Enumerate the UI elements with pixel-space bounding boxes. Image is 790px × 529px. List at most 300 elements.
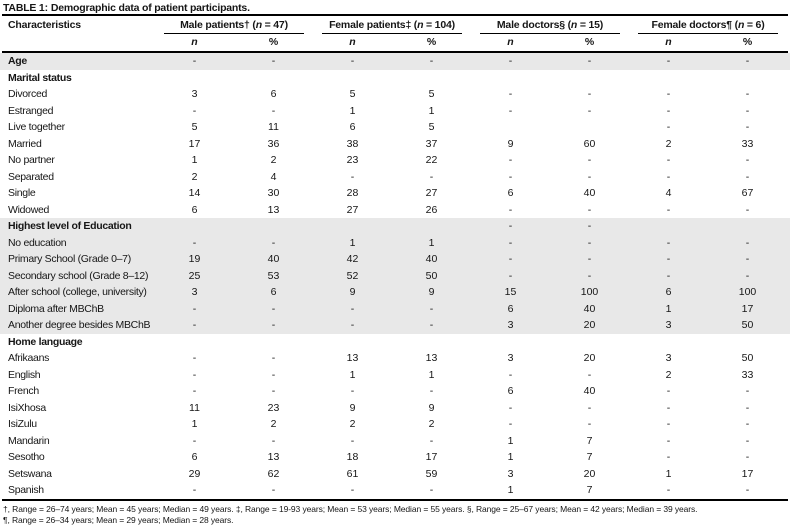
row-label: Age [8, 55, 27, 67]
cell-value [155, 70, 234, 87]
group-header-female-patients-label [322, 16, 462, 34]
cell-value: 3 [191, 286, 198, 298]
cell-value: - [587, 368, 592, 381]
cell-value: 1 [349, 104, 356, 117]
cell-value: - [271, 236, 276, 249]
cell-value: 13 [425, 352, 438, 364]
cell-value [234, 334, 313, 351]
cell-value [392, 334, 471, 351]
cell-value: 5 [428, 88, 435, 100]
cell-value: 6 [507, 302, 514, 315]
table-row [0, 119, 790, 136]
cell-value: - [745, 121, 750, 133]
row-label: Married [8, 137, 42, 150]
cell-value: 9 [507, 137, 514, 150]
cell-value: 27 [425, 187, 438, 199]
cell-value: - [350, 302, 355, 315]
cell-value: - [192, 104, 197, 117]
cell-value: 40 [267, 253, 280, 265]
row-label: Setswana [8, 467, 52, 480]
cell-value: 3 [191, 88, 198, 100]
cell-value: 50 [741, 319, 754, 331]
table-row [0, 152, 790, 169]
cell-value: 5 [428, 121, 435, 133]
cell-value [550, 334, 629, 351]
cell-value: 1 [507, 484, 514, 496]
cell-value: 40 [425, 253, 438, 265]
table-row [0, 202, 790, 219]
cell-value: 6 [270, 286, 277, 298]
row-label: IsiZulu [8, 418, 37, 430]
cell-value: 3 [665, 352, 672, 364]
cell-value: - [271, 55, 276, 67]
cell-value: 67 [741, 187, 754, 199]
row-label: French [8, 385, 39, 397]
cell-value: - [745, 253, 750, 265]
group-suffix: = 15) [577, 19, 604, 31]
cell-value: 2 [349, 418, 356, 430]
cell-value: 1 [507, 451, 514, 463]
row-label: Home language [8, 335, 83, 348]
cell-value: 13 [267, 203, 280, 216]
cell-value: 100 [580, 286, 599, 298]
cell-value: 20 [583, 467, 596, 480]
cell-value: 52 [346, 269, 359, 282]
table-row [0, 268, 790, 285]
cell-value: 17 [425, 451, 438, 463]
cell-value: - [429, 302, 434, 315]
cell-value: 6 [507, 187, 514, 199]
cell-value: 26 [425, 203, 438, 216]
cell-value: 1 [191, 154, 198, 166]
cell-value: 2 [270, 418, 277, 430]
subheader-pct: % [426, 36, 437, 48]
cell-value: - [587, 88, 592, 100]
table-title [0, 0, 790, 14]
table-row [0, 103, 790, 120]
cell-value: - [350, 319, 355, 331]
cell-value: 1 [349, 236, 356, 249]
cell-value: - [271, 434, 276, 447]
group-prefix: Female doctors¶ ( [651, 19, 738, 31]
cell-value: - [271, 302, 276, 315]
cell-value: - [271, 104, 276, 117]
cell-value [550, 70, 629, 87]
cell-value: - [429, 434, 434, 447]
cell-value: - [666, 484, 671, 496]
cell-value: 6 [191, 203, 198, 216]
row-label: No partner [8, 154, 55, 166]
cell-value: - [508, 154, 513, 166]
row-label: Highest level of Education [8, 220, 132, 232]
cell-value: - [508, 269, 513, 282]
cell-value: - [350, 484, 355, 496]
subheader-pct: % [584, 36, 595, 48]
group-suffix: = 104) [423, 19, 455, 31]
cell-value [629, 218, 708, 235]
cell-value: - [350, 385, 355, 397]
cell-value: - [745, 401, 750, 414]
cell-value: 1 [665, 302, 672, 315]
cell-value: 5 [191, 121, 198, 133]
subheader-n: n [191, 36, 198, 48]
section-header-row [0, 70, 790, 87]
group-header-male-doctors-label [480, 16, 620, 34]
cell-value: - [666, 55, 671, 67]
cell-value: - [192, 319, 197, 331]
cell-value [629, 70, 708, 87]
row-label: Primary School (Grade 0–7) [8, 253, 131, 265]
table-number: TABLE 1: [3, 2, 48, 14]
row-label: Single [8, 187, 36, 199]
cell-value: - [508, 368, 513, 381]
cell-value: - [666, 401, 671, 414]
cell-value: 33 [741, 137, 754, 150]
cell-value: - [429, 319, 434, 331]
cell-value: 27 [346, 203, 359, 216]
row-label: Mandarin [8, 434, 50, 447]
cell-value: 59 [425, 467, 438, 480]
row-label: Separated [8, 170, 54, 183]
cell-value: - [745, 154, 750, 166]
cell-value: 3 [507, 319, 514, 331]
cell-value: - [429, 55, 434, 67]
cell-value: 37 [425, 137, 438, 150]
cell-value: 1 [428, 368, 435, 381]
group-suffix: = 47) [261, 19, 288, 31]
cell-value: 1 [507, 434, 514, 447]
cell-value: 40 [583, 302, 596, 315]
cell-value [234, 70, 313, 87]
cell-value: 20 [583, 352, 596, 364]
group-prefix: Female patients‡ ( [329, 19, 418, 31]
cell-value: 53 [267, 269, 280, 282]
cell-value: - [745, 203, 750, 216]
cell-value: - [192, 55, 197, 67]
cell-value: 7 [586, 484, 593, 496]
cell-value: - [745, 88, 750, 100]
row-label: After school (college, university) [8, 286, 147, 298]
cell-value: 9 [349, 286, 356, 298]
cell-value: 15 [504, 286, 517, 298]
cell-value: - [350, 170, 355, 183]
group-header-female-patients [313, 16, 471, 34]
cell-value: - [271, 319, 276, 331]
cell-value: - [192, 302, 197, 315]
cell-value [313, 70, 392, 87]
empty-header-cell [3, 35, 155, 51]
table-row [0, 400, 790, 417]
cell-value: 3 [507, 352, 514, 364]
table-row [0, 416, 790, 433]
cell-value: - [508, 203, 513, 216]
cell-value: 38 [346, 137, 359, 150]
cell-value [708, 218, 787, 235]
table-row [0, 301, 790, 318]
header-group-row [0, 16, 790, 35]
cell-value: - [587, 418, 592, 430]
cell-value: 13 [267, 451, 280, 463]
table-row [0, 367, 790, 384]
row-label: Marital status [8, 71, 72, 84]
cell-value: 2 [428, 418, 435, 430]
cell-value: - [666, 434, 671, 447]
cell-value: - [271, 484, 276, 496]
cell-value: 2 [665, 368, 672, 381]
cell-value: - [587, 104, 592, 117]
table-row [0, 169, 790, 186]
cell-value [155, 218, 234, 235]
cell-value: - [745, 484, 750, 496]
cell-value: - [587, 220, 592, 232]
table-row [0, 284, 790, 301]
row-label: Estranged [8, 104, 54, 117]
cell-value: 23 [346, 154, 359, 166]
cell-value [392, 218, 471, 235]
table-row [0, 136, 790, 153]
cell-value [471, 70, 550, 87]
cell-value: 2 [191, 170, 198, 183]
cell-value: - [666, 121, 671, 133]
cell-value: 2 [270, 154, 277, 166]
section-header-row [0, 218, 790, 235]
row-label: Another degree besides MBChB [8, 319, 151, 331]
cell-value: 3 [665, 319, 672, 331]
cell-value: - [192, 352, 197, 364]
cell-value: 61 [346, 467, 359, 480]
footnote-line-1: †, Range = 26–74 years; Mean = 45 years; Median = 49 years. ‡, Range = 19-93 years; Mean = 53 years; Median = 55 years. §, Range = 25–67 years; Mean = 42 years; Median = 39 years. [3, 504, 698, 514]
cell-value: 3 [507, 467, 514, 480]
cell-value: 9 [428, 286, 435, 298]
group-prefix: Male doctors§ ( [496, 19, 571, 31]
cell-value: - [666, 154, 671, 166]
table-row [0, 383, 790, 400]
subheader-n: n [507, 36, 514, 48]
section-header-row [0, 53, 790, 70]
table-row [0, 466, 790, 483]
cell-value: 20 [583, 319, 596, 331]
group-suffix: = 6) [744, 19, 765, 31]
cell-value: - [587, 269, 592, 282]
cell-value: 6 [270, 88, 277, 100]
cell-value: - [666, 170, 671, 183]
cell-value: 17 [741, 467, 754, 480]
cell-value: - [745, 236, 750, 249]
table-row [0, 449, 790, 466]
cell-value: - [271, 352, 276, 364]
characteristics-header: Characteristics [8, 19, 81, 31]
group-header-female-doctors [629, 16, 787, 34]
table-row [0, 86, 790, 103]
cell-value: - [508, 401, 513, 414]
cell-value: - [745, 434, 750, 447]
cell-value [313, 334, 392, 351]
cell-value [471, 334, 550, 351]
cell-value: 17 [741, 302, 754, 315]
cell-value: 25 [188, 269, 201, 282]
group-header-male-doctors [471, 16, 629, 34]
cell-value: 40 [583, 385, 596, 397]
row-label: Diploma after MBChB [8, 302, 104, 315]
row-label: Secondary school (Grade 8–12) [8, 269, 149, 282]
n-variable: n [417, 19, 424, 31]
cell-value: 5 [349, 88, 356, 100]
cell-value: - [587, 253, 592, 265]
cell-value: 7 [586, 434, 593, 447]
n-variable: n [570, 19, 578, 31]
cell-value: 7 [586, 451, 593, 463]
cell-value [708, 334, 787, 351]
cell-value: - [587, 236, 592, 249]
cell-value: 50 [425, 269, 438, 282]
table-footnotes [0, 501, 790, 525]
cell-value: - [745, 170, 750, 183]
cell-value: 9 [428, 401, 435, 414]
group-header-male-patients-label [164, 16, 304, 34]
row-label: Widowed [8, 203, 50, 216]
cell-value: 28 [346, 187, 359, 199]
cell-value: - [508, 104, 513, 117]
cell-value: - [429, 385, 434, 397]
subheader-n: n [349, 36, 356, 48]
cell-value: - [666, 269, 671, 282]
subheader-n: n [665, 36, 672, 48]
table-row [0, 482, 790, 499]
cell-value: 14 [188, 187, 201, 199]
cell-value [313, 218, 392, 235]
cell-value: 6 [191, 451, 198, 463]
group-prefix: Male patients† ( [180, 19, 256, 31]
row-label: Divorced [8, 88, 48, 100]
cell-value: - [508, 55, 513, 67]
cell-value: 17 [188, 137, 201, 150]
cell-value: - [271, 385, 276, 397]
cell-value: 60 [583, 137, 596, 150]
cell-value: - [745, 385, 750, 397]
cell-value: - [587, 154, 592, 166]
row-label: Afrikaans [8, 352, 50, 364]
table-row [0, 433, 790, 450]
cell-value: 1 [428, 236, 435, 249]
cell-value: - [271, 368, 276, 381]
cell-value: - [666, 385, 671, 397]
cell-value: - [192, 385, 197, 397]
cell-value: - [745, 104, 750, 117]
cell-value: - [666, 236, 671, 249]
table-row [0, 350, 790, 367]
cell-value: 13 [346, 352, 359, 364]
cell-value: - [666, 203, 671, 216]
group-header-female-doctors-label [638, 16, 778, 34]
cell-value: - [192, 236, 197, 249]
cell-value: - [508, 170, 513, 183]
n-variable: n [255, 19, 262, 31]
cell-value: - [508, 88, 513, 100]
cell-value: - [666, 253, 671, 265]
cell-value [708, 70, 787, 87]
cell-value: 40 [583, 187, 596, 199]
cell-value: 33 [741, 368, 754, 381]
cell-value: - [508, 220, 513, 232]
cell-value: - [429, 170, 434, 183]
table-caption: Demographic data of patient participants. [50, 2, 250, 14]
cell-value [155, 334, 234, 351]
cell-value: - [192, 484, 197, 496]
cell-value: 4 [270, 170, 277, 183]
cell-value: 1 [665, 467, 672, 480]
table-body [0, 53, 790, 499]
cell-value: - [745, 451, 750, 463]
cell-value: - [666, 418, 671, 430]
table-row [0, 235, 790, 252]
cell-value: - [508, 253, 513, 265]
cell-value: 2 [665, 137, 672, 150]
table-row [0, 317, 790, 334]
cell-value: - [587, 55, 592, 67]
row-label: IsiXhosa [8, 401, 46, 414]
cell-value: 50 [741, 352, 754, 364]
row-label: English [8, 368, 41, 381]
cell-value: 62 [267, 467, 280, 480]
cell-value: - [666, 104, 671, 117]
header-sub-row [0, 35, 790, 51]
cell-value [392, 70, 471, 87]
row-label: Sesotho [8, 451, 45, 463]
cell-value: 6 [665, 286, 672, 298]
cell-value: - [666, 451, 671, 463]
cell-value: - [666, 88, 671, 100]
cell-value: 11 [268, 121, 279, 133]
cell-value: 29 [188, 467, 201, 480]
cell-value: - [745, 269, 750, 282]
cell-value: 4 [665, 187, 672, 199]
cell-value: 42 [346, 253, 359, 265]
cell-value [471, 119, 550, 136]
cell-value [234, 218, 313, 235]
cell-value: 18 [346, 451, 359, 463]
cell-value: 6 [349, 121, 356, 133]
cell-value: - [587, 401, 592, 414]
group-header-male-patients [155, 16, 313, 34]
cell-value: 30 [267, 187, 280, 199]
subheader-pct: % [742, 36, 753, 48]
n-variable: n [737, 19, 745, 31]
cell-value: - [350, 434, 355, 447]
cell-value: - [745, 418, 750, 430]
cell-value: 11 [189, 401, 200, 414]
section-header-row [0, 334, 790, 351]
cell-value: - [429, 484, 434, 496]
cell-value: 6 [507, 385, 514, 397]
cell-value: 36 [267, 137, 280, 150]
cell-value: - [508, 418, 513, 430]
row-label: Live together [8, 121, 65, 133]
cell-value: - [587, 203, 592, 216]
cell-value [550, 119, 629, 136]
cell-value: 100 [738, 286, 757, 298]
cell-value: - [508, 236, 513, 249]
cell-value: - [745, 55, 750, 67]
cell-value: - [350, 55, 355, 67]
cell-value: 22 [425, 154, 438, 166]
table-row [0, 185, 790, 202]
cell-value: - [192, 368, 197, 381]
cell-value: - [192, 434, 197, 447]
cell-value: - [587, 170, 592, 183]
cell-value: 19 [188, 253, 201, 265]
row-label: No education [8, 236, 67, 249]
cell-value: 1 [428, 104, 435, 117]
